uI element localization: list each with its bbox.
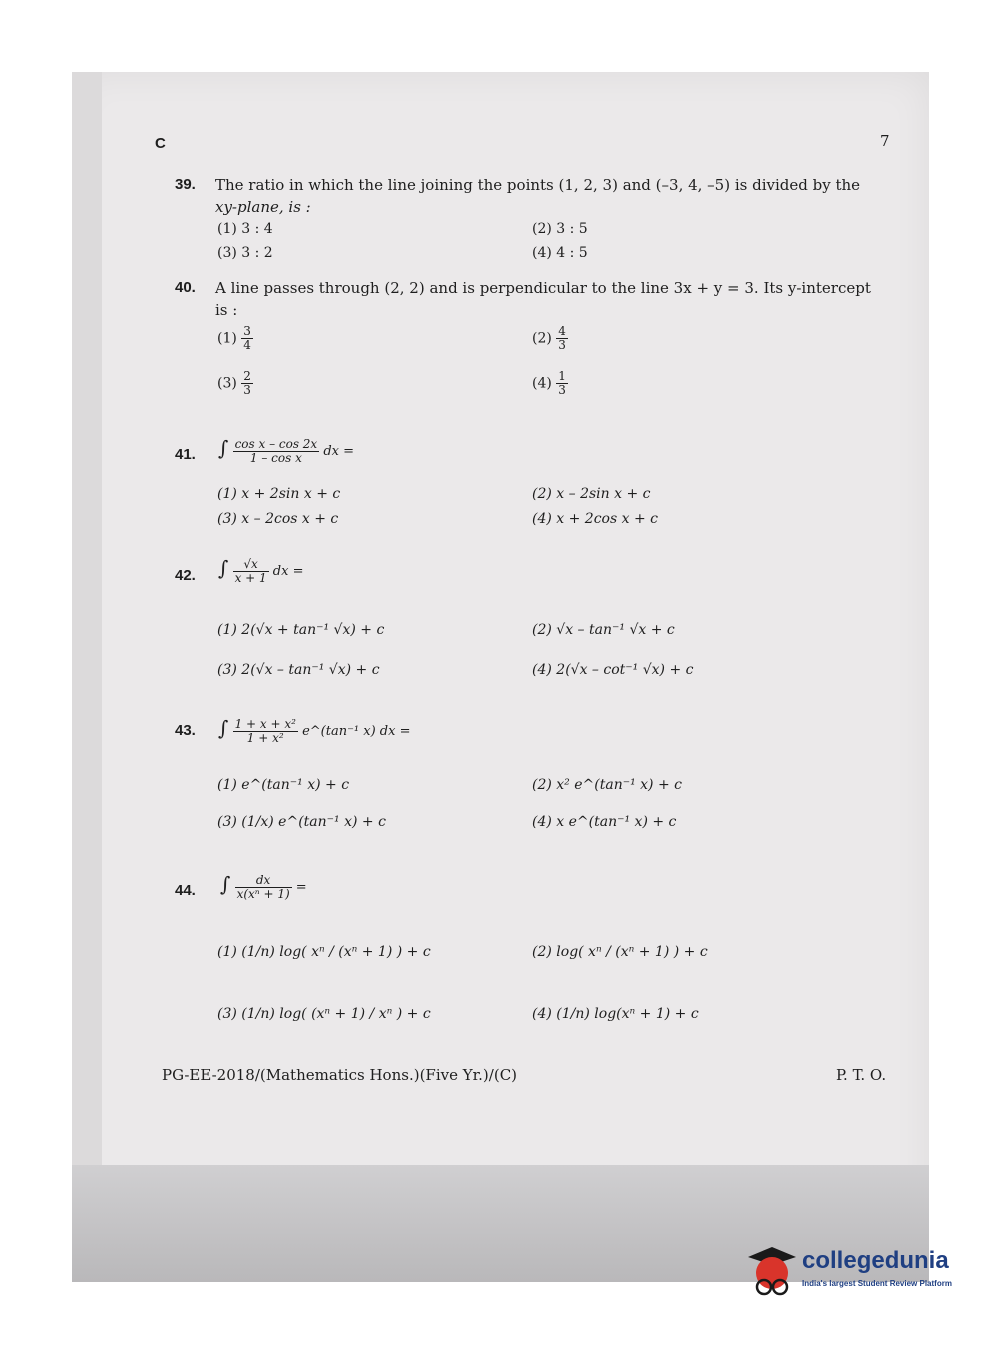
- fraction: [241, 325, 253, 352]
- paper-code: PG-EE-2018/(Mathematics Hons.)(Five Yr.)/(C): [162, 1066, 518, 1084]
- fraction: [556, 370, 568, 397]
- option-label: (3): [217, 375, 237, 392]
- integral-expression: [218, 716, 411, 745]
- denominator: 3: [558, 383, 566, 397]
- option-label: (2): [532, 330, 552, 347]
- option-2: (2) log( xⁿ / (xⁿ + 1) ) + c: [532, 944, 708, 960]
- question-text: A line passes through (2, 2) and is perpendicular to the line 3x + y = 3. Its y-intercept: [215, 279, 871, 297]
- option-4: (4) 2(√x – cot⁻¹ √x) + c: [532, 662, 694, 678]
- option-3: (3) x – 2cos x + c: [217, 511, 339, 527]
- denominator: 1 + x²: [246, 731, 284, 745]
- scanned-page: [72, 72, 929, 1282]
- option-1: (1) 3 : 4: [217, 221, 273, 237]
- denominator: 3: [243, 383, 251, 397]
- integral-tail: e^(tan⁻¹ x) dx =: [302, 724, 411, 739]
- numerator: 2: [243, 369, 251, 383]
- question-number: 41.: [175, 446, 196, 463]
- question-text: is :: [215, 301, 238, 319]
- integral-expression: [220, 872, 307, 901]
- integral-sign-icon: ∫: [218, 436, 229, 460]
- integral-tail: =: [295, 880, 307, 895]
- option-3: (3) (1/n) log( (xⁿ + 1) / xⁿ ) + c: [217, 1006, 431, 1022]
- fraction: [233, 558, 269, 585]
- fraction: [556, 325, 568, 352]
- mascot-icon: [744, 1243, 800, 1303]
- series-letter: C: [155, 135, 166, 152]
- option-label: (1): [217, 330, 237, 347]
- question-number: 44.: [175, 882, 196, 899]
- option-label: (4): [532, 375, 552, 392]
- fraction: [241, 370, 253, 397]
- option-4: [532, 370, 568, 397]
- option-1: (1) x + 2sin x + c: [217, 486, 341, 502]
- integral-tail: dx =: [272, 564, 304, 579]
- option-2: (2) 3 : 5: [532, 221, 588, 237]
- collegedunia-logo: [744, 1243, 974, 1313]
- question-number: 42.: [175, 567, 196, 584]
- integral-sign-icon: ∫: [218, 716, 229, 740]
- fraction: [233, 438, 320, 465]
- denominator: 4: [243, 338, 251, 352]
- please-turn-over: P. T. O.: [836, 1066, 887, 1084]
- integral-expression: [218, 436, 354, 465]
- numerator: 1 + x + x²: [234, 717, 296, 731]
- question-number: 39.: [175, 176, 196, 193]
- option-4: (4) 4 : 5: [532, 245, 588, 261]
- page-binding-edge: [72, 72, 102, 1282]
- numerator: √x: [233, 558, 269, 572]
- numerator: 1: [558, 369, 566, 383]
- fraction: [235, 874, 292, 901]
- option-1: (1) (1/n) log( xⁿ / (xⁿ + 1) ) + c: [217, 944, 431, 960]
- numerator: dx: [235, 874, 292, 888]
- denominator: 1 – cos x: [249, 451, 302, 465]
- denominator: 3: [558, 338, 566, 352]
- option-3: (3) (1/x) e^(tan⁻¹ x) + c: [217, 814, 386, 830]
- question-text: The ratio in which the line joining the points (1, 2, 3) and (–3, 4, –5) is divided by the: [215, 176, 861, 194]
- integral-tail: dx =: [323, 444, 355, 459]
- option-1: [217, 325, 253, 352]
- question-number: 43.: [175, 722, 196, 739]
- denominator: x(xⁿ + 1): [236, 887, 290, 901]
- fraction: [233, 718, 298, 745]
- question-text: xy-plane, is :: [215, 198, 311, 216]
- integral-sign-icon: ∫: [220, 872, 231, 896]
- option-2: (2) √x – tan⁻¹ √x + c: [532, 622, 675, 638]
- option-3: [217, 370, 253, 397]
- option-1: (1) 2(√x + tan⁻¹ √x) + c: [217, 622, 385, 638]
- page-number: 7: [880, 132, 890, 150]
- numerator: 3: [243, 324, 251, 338]
- logo-tagline: India's largest Student Review Platform: [802, 1279, 952, 1288]
- option-2: (2) x² e^(tan⁻¹ x) + c: [532, 777, 682, 793]
- option-3: (3) 2(√x – tan⁻¹ √x) + c: [217, 662, 380, 678]
- option-4: (4) x e^(tan⁻¹ x) + c: [532, 814, 677, 830]
- integral-expression: [218, 556, 303, 585]
- option-2: [532, 325, 568, 352]
- option-3: (3) 3 : 2: [217, 245, 273, 261]
- logo-wordmark: collegedunia: [802, 1247, 949, 1274]
- option-1: (1) e^(tan⁻¹ x) + c: [217, 777, 350, 793]
- numerator: 4: [558, 324, 566, 338]
- option-2: (2) x – 2sin x + c: [532, 486, 651, 502]
- question-number: 40.: [175, 279, 196, 296]
- option-4: (4) (1/n) log(xⁿ + 1) + c: [532, 1006, 699, 1022]
- numerator: cos x – cos 2x: [234, 437, 318, 451]
- option-4: (4) x + 2cos x + c: [532, 511, 658, 527]
- integral-sign-icon: ∫: [218, 556, 229, 580]
- denominator: x + 1: [234, 571, 267, 585]
